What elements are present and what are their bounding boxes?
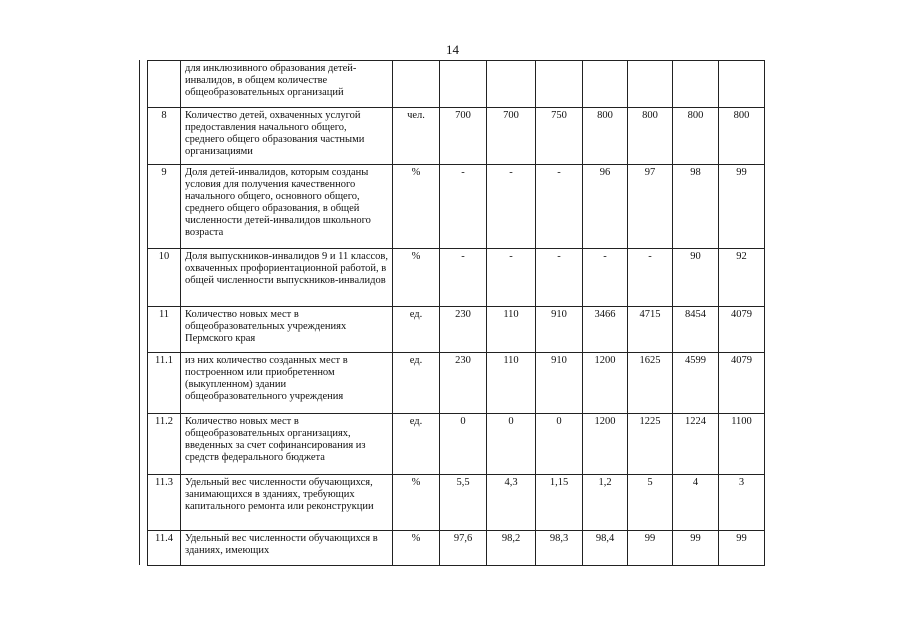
indicators-table: [147, 60, 765, 566]
value-cell: 1200: [583, 414, 628, 475]
value-cell: 4: [673, 475, 719, 531]
value-cell: [719, 61, 765, 108]
value-cell: 230: [440, 307, 487, 353]
value-cell: 1,2: [583, 475, 628, 531]
value-cell: 1100: [719, 414, 765, 475]
value-cell: 1,15: [536, 475, 583, 531]
row-number: 11.3: [148, 475, 181, 531]
indicator-name: для инклюзивного образования детей-инвалидов, в общем количестве общеобразовательных организаций: [181, 61, 393, 108]
table-row: [148, 531, 765, 566]
value-cell: 0: [440, 414, 487, 475]
value-cell: [628, 61, 673, 108]
value-cell: 4,3: [487, 475, 536, 531]
value-cell: 750: [536, 108, 583, 165]
row-number: 9: [148, 165, 181, 249]
value-cell: 0: [487, 414, 536, 475]
value-cell: 4079: [719, 353, 765, 414]
value-cell: 96: [583, 165, 628, 249]
value-cell: 1224: [673, 414, 719, 475]
value-cell: 5,5: [440, 475, 487, 531]
page-number: 14: [446, 42, 459, 57]
indicator-name: Доля детей-инвалидов, которым созданы условия для получения качественного начального общего, основного общего, среднего общего образования, в общей численности детей-инвалидов школьного возраста: [181, 165, 393, 249]
value-cell: -: [536, 165, 583, 249]
table-row: [148, 307, 765, 353]
value-cell: [487, 61, 536, 108]
value-cell: 1200: [583, 353, 628, 414]
value-cell: -: [487, 165, 536, 249]
indicator-name: Доля выпускников-инвалидов 9 и 11 классов, охваченных профориентационной работой, в общей численности выпускников-инвалидов: [181, 249, 393, 307]
value-cell: 800: [673, 108, 719, 165]
value-cell: 800: [628, 108, 673, 165]
value-cell: 4599: [673, 353, 719, 414]
value-cell: [583, 61, 628, 108]
value-cell: 910: [536, 307, 583, 353]
indicator-name: Удельный вес численности обучающихся, занимающихся в зданиях, требующих капитального ремонта или реконструкции: [181, 475, 393, 531]
value-cell: 230: [440, 353, 487, 414]
row-number: 11.4: [148, 531, 181, 566]
unit-cell: ед.: [393, 353, 440, 414]
value-cell: 3466: [583, 307, 628, 353]
value-cell: 90: [673, 249, 719, 307]
value-cell: -: [536, 249, 583, 307]
value-cell: 800: [719, 108, 765, 165]
indicator-name: Количество детей, охваченных услугой предоставления начального общего, среднего общего образования частными организациями: [181, 108, 393, 165]
row-number: 11: [148, 307, 181, 353]
table-left-border: [139, 60, 140, 565]
table-row: [148, 165, 765, 249]
value-cell: 0: [536, 414, 583, 475]
table-row: [148, 414, 765, 475]
table-row: [148, 475, 765, 531]
table-row: [148, 61, 765, 108]
indicator-name: Удельный вес численности обучающихся в зданиях, имеющих: [181, 531, 393, 566]
value-cell: 110: [487, 353, 536, 414]
unit-cell: %: [393, 249, 440, 307]
value-cell: 4715: [628, 307, 673, 353]
value-cell: [536, 61, 583, 108]
value-cell: -: [628, 249, 673, 307]
table-body: [148, 61, 765, 566]
row-number: 11.1: [148, 353, 181, 414]
unit-cell: [393, 61, 440, 108]
unit-cell: %: [393, 531, 440, 566]
value-cell: [440, 61, 487, 108]
unit-cell: %: [393, 165, 440, 249]
unit-cell: ед.: [393, 414, 440, 475]
value-cell: 99: [628, 531, 673, 566]
value-cell: 3: [719, 475, 765, 531]
value-cell: 98,3: [536, 531, 583, 566]
value-cell: -: [487, 249, 536, 307]
value-cell: 92: [719, 249, 765, 307]
value-cell: 700: [440, 108, 487, 165]
indicator-name: Количество новых мест в общеобразовательных организациях, введенных за счет софинансирования из средств федерального бюджета: [181, 414, 393, 475]
value-cell: 98: [673, 165, 719, 249]
row-number: 8: [148, 108, 181, 165]
value-cell: 110: [487, 307, 536, 353]
row-number: [148, 61, 181, 108]
value-cell: 1225: [628, 414, 673, 475]
value-cell: 1625: [628, 353, 673, 414]
value-cell: 97,6: [440, 531, 487, 566]
value-cell: 99: [719, 165, 765, 249]
unit-cell: ед.: [393, 307, 440, 353]
unit-cell: чел.: [393, 108, 440, 165]
value-cell: -: [440, 165, 487, 249]
value-cell: 97: [628, 165, 673, 249]
value-cell: 98,2: [487, 531, 536, 566]
table-row: [148, 353, 765, 414]
value-cell: 5: [628, 475, 673, 531]
value-cell: -: [440, 249, 487, 307]
table-row: [148, 108, 765, 165]
indicator-name: из них количество созданных мест в построенном или приобретенном (выкупленном) здании общеобразовательного учреждения: [181, 353, 393, 414]
value-cell: 99: [719, 531, 765, 566]
value-cell: -: [583, 249, 628, 307]
row-number: 11.2: [148, 414, 181, 475]
value-cell: 98,4: [583, 531, 628, 566]
indicator-name: Количество новых мест в общеобразовательных учреждениях Пермского края: [181, 307, 393, 353]
table-row: [148, 249, 765, 307]
value-cell: 800: [583, 108, 628, 165]
value-cell: 99: [673, 531, 719, 566]
row-number: 10: [148, 249, 181, 307]
value-cell: 4079: [719, 307, 765, 353]
value-cell: 910: [536, 353, 583, 414]
value-cell: [673, 61, 719, 108]
value-cell: 8454: [673, 307, 719, 353]
value-cell: 700: [487, 108, 536, 165]
unit-cell: %: [393, 475, 440, 531]
